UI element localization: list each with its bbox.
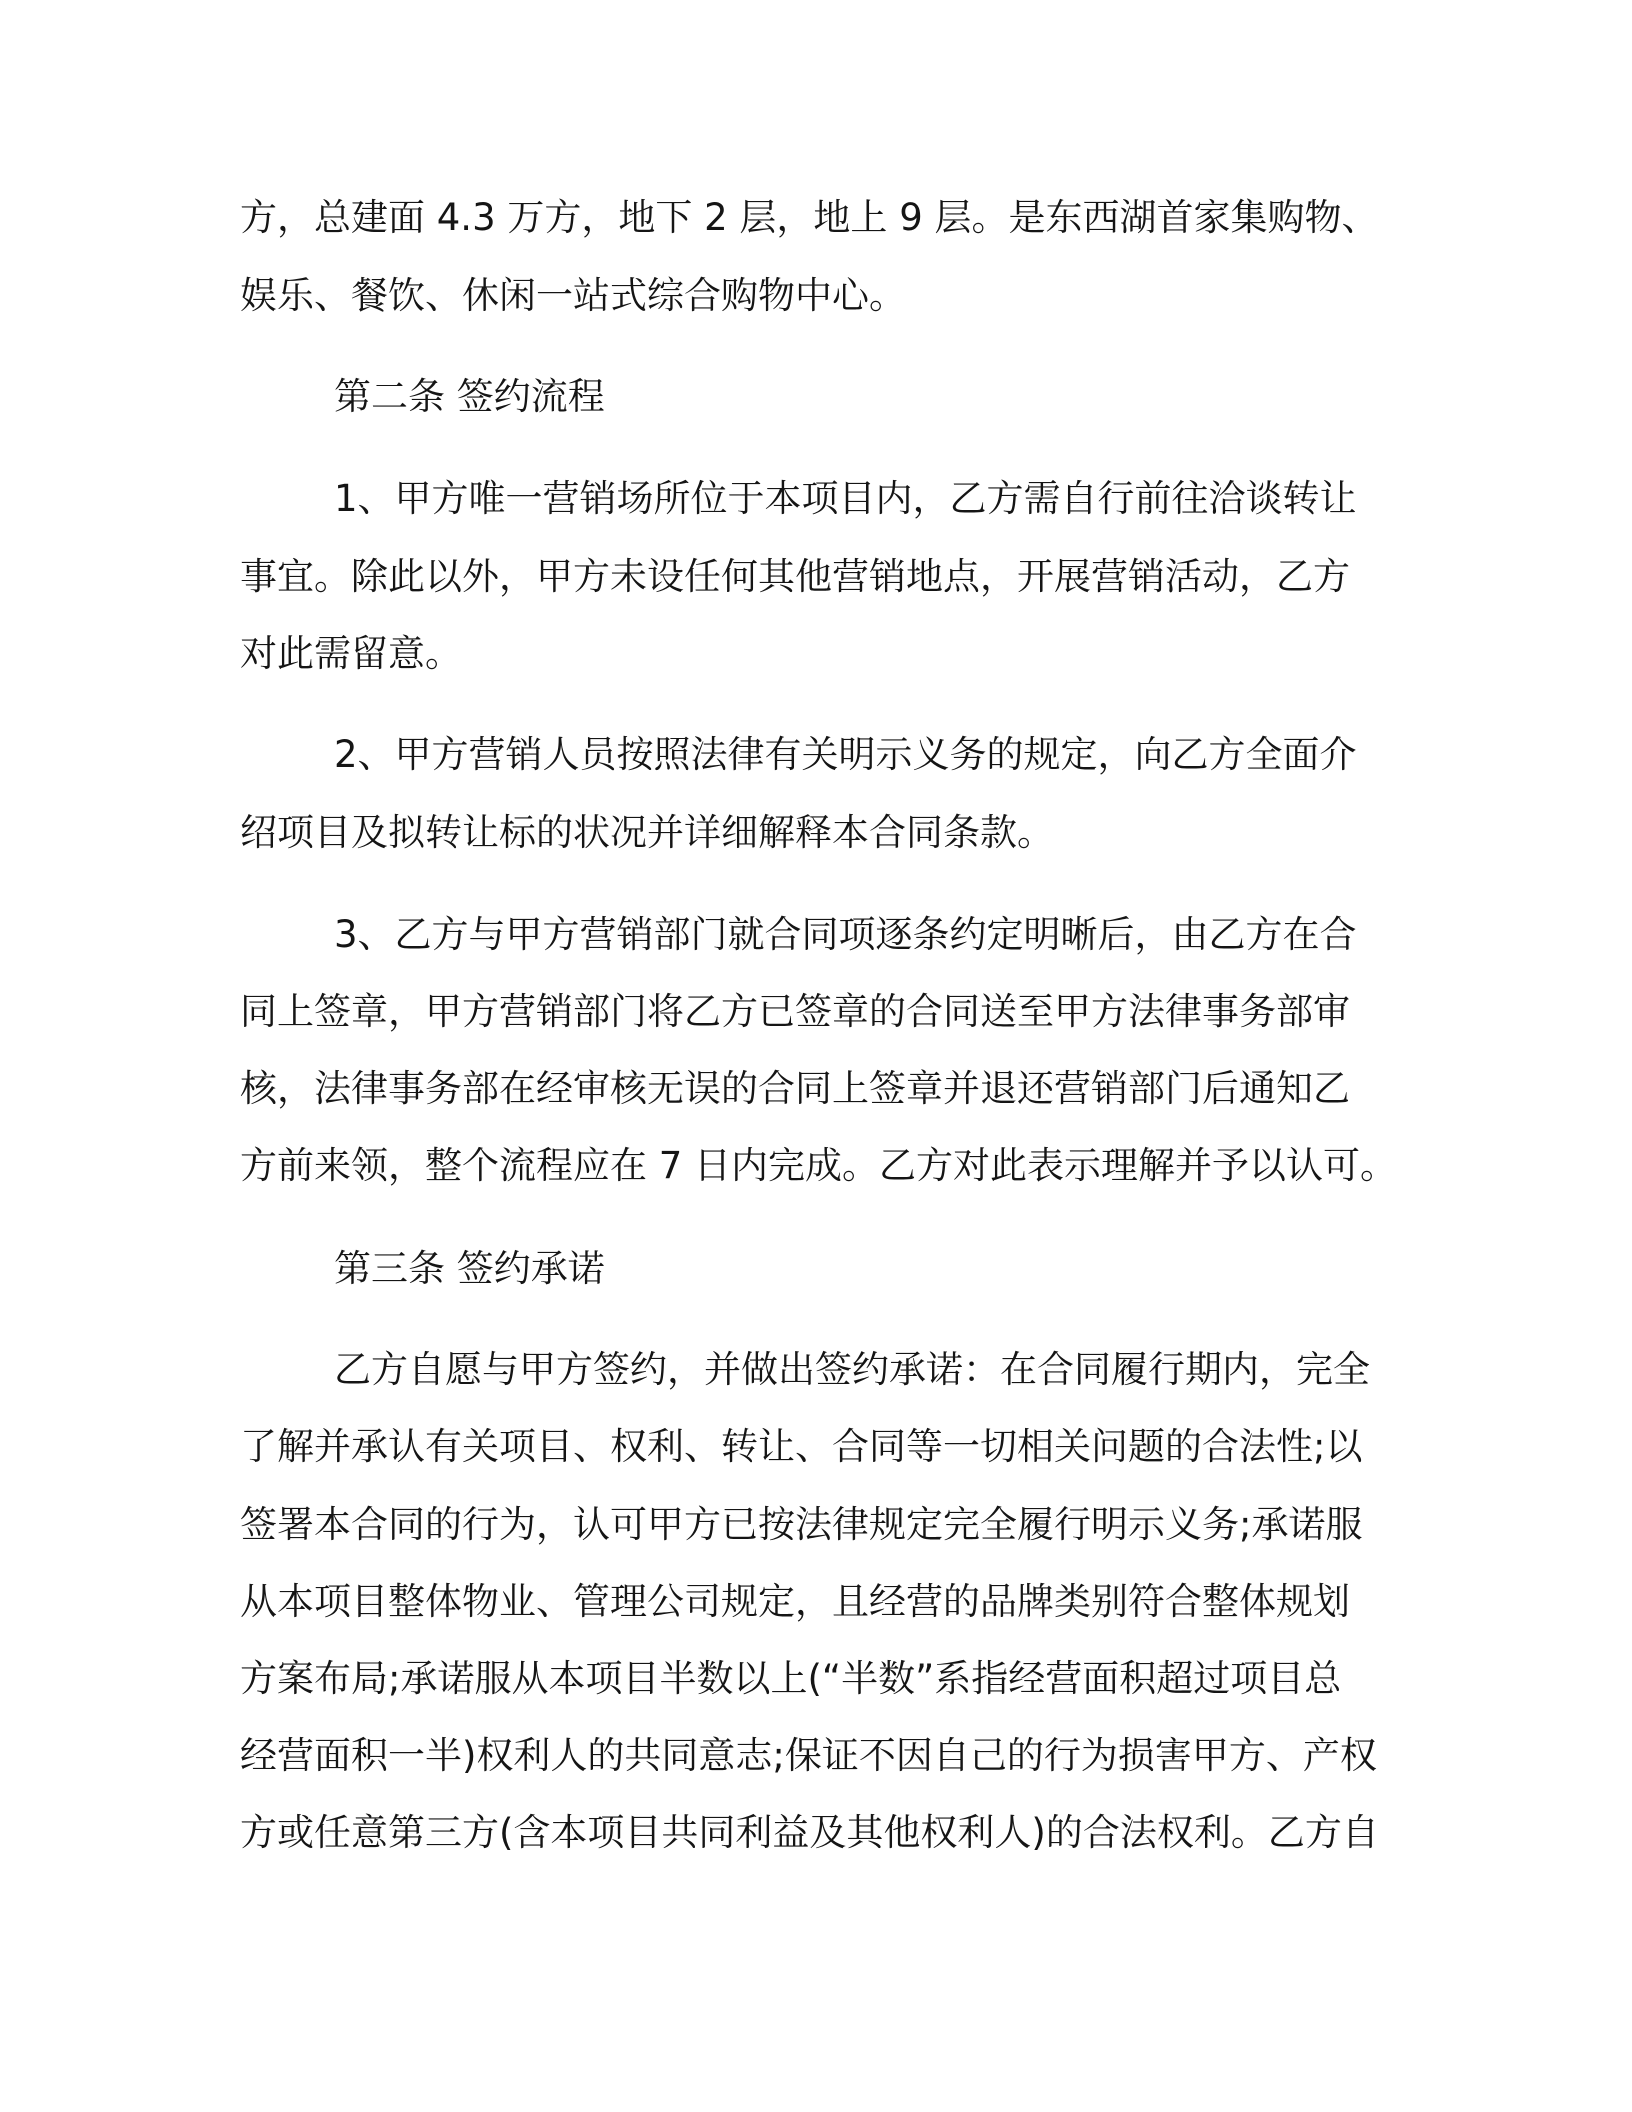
paragraph-line: 对此需留意。 — [240, 632, 462, 675]
paragraph-line: 乙方自愿与甲方签约，并做出签约承诺：在合同履行期内，完全 — [334, 1348, 1370, 1391]
paragraph-line: 从本项目整体物业、管理公司规定，且经营的品牌类别符合整体规划 — [240, 1580, 1350, 1623]
paragraph-line: 同上签章，甲方营销部门将乙方已签章的合同送至甲方法律事务部审 — [240, 990, 1350, 1033]
paragraph-line: 方前来领，整个流程应在 7 日内完成。乙方对此表示理解并予以认可。 — [240, 1144, 1398, 1187]
paragraph-line: 经营面积一半)权利人的共同意志;保证不因自己的行为损害甲方、产权 — [240, 1734, 1377, 1777]
paragraph-line: 核，法律事务部在经审核无误的合同上签章并退还营销部门后通知乙 — [240, 1067, 1350, 1110]
paragraph-line: 方或任意第三方(含本项目共同利益及其他权利人)的合法权利。乙方自 — [240, 1811, 1379, 1854]
paragraph-line: 1、甲方唯一营销场所位于本项目内，乙方需自行前往洽谈转让 — [334, 477, 1357, 520]
section-heading: 第三条 签约承诺 — [334, 1247, 605, 1290]
paragraph-line: 2、甲方营销人员按照法律有关明示义务的规定，向乙方全面介 — [334, 733, 1357, 776]
paragraph-line: 绍项目及拟转让标的状况并详细解释本合同条款。 — [240, 811, 1054, 854]
paragraph-line: 娱乐、餐饮、休闲一站式综合购物中心。 — [240, 274, 906, 317]
paragraph-line: 方案布局;承诺服从本项目半数以上(“半数”系指经营面积超过项目总 — [240, 1657, 1342, 1700]
paragraph-line: 事宜。除此以外，甲方未设任何其他营销地点，开展营销活动，乙方 — [240, 555, 1350, 598]
paragraph-line: 方，总建面 4.3 万方，地下 2 层，地上 9 层。是东西湖首家集购物、 — [240, 196, 1379, 239]
section-heading: 第二条 签约流程 — [334, 375, 605, 418]
paragraph-line: 3、乙方与甲方营销部门就合同项逐条约定明晰后，由乙方在合 — [334, 913, 1357, 956]
paragraph-line: 了解并承认有关项目、权利、转让、合同等一切相关问题的合法性;以 — [240, 1425, 1363, 1468]
paragraph-line: 签署本合同的行为，认可甲方已按法律规定完全履行明示义务;承诺服 — [240, 1503, 1363, 1546]
